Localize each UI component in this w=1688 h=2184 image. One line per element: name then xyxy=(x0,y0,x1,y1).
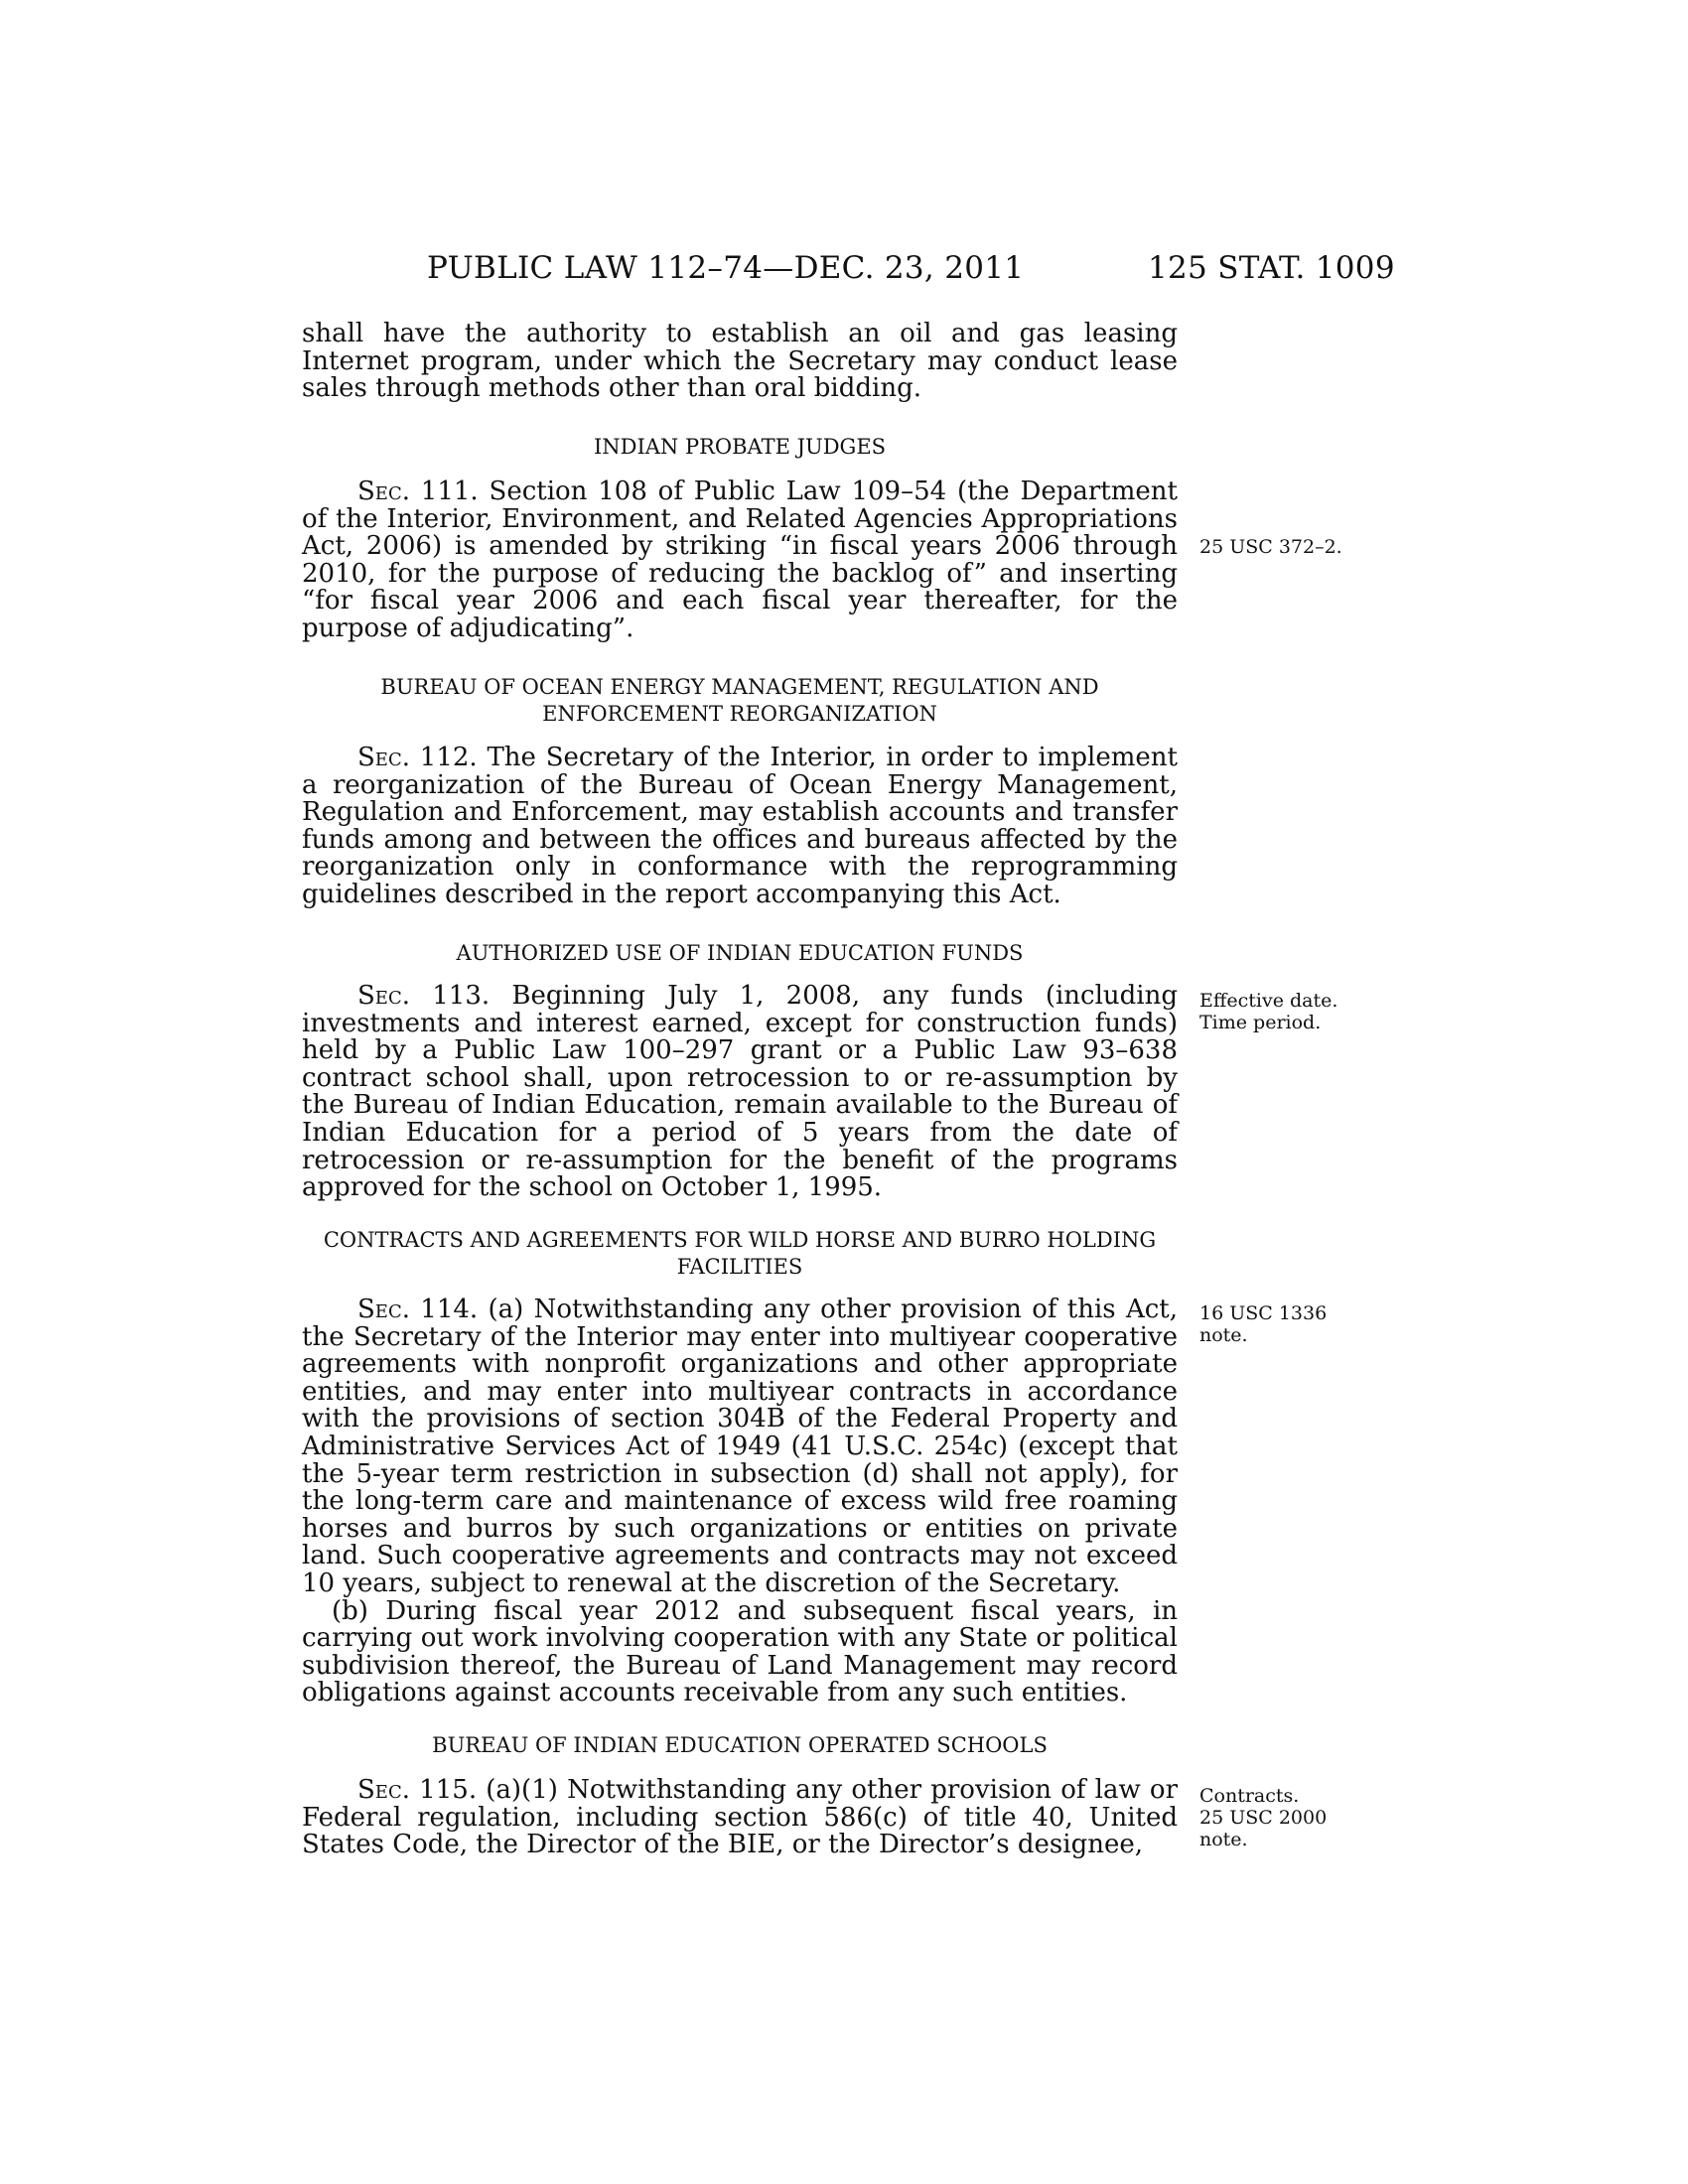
heading-boemre-reorganization: BUREAU OF OCEAN ENERGY MANAGEMENT, REGULATION AND ENFORCEMENT REORGANIZATION xyxy=(380,675,1099,726)
sec-label: Sec. xyxy=(357,1775,410,1805)
margin-note-line: Time period. xyxy=(1199,1012,1322,1033)
margin-note-line: 16 USC 1336 xyxy=(1199,1302,1328,1324)
margin-note-line: 25 USC 2000 xyxy=(1199,1807,1328,1829)
sec-label: Sec. xyxy=(357,743,410,772)
running-header-law: PUBLIC LAW 112–74—DEC. 23, 2011 xyxy=(427,250,1025,286)
section-114b-text: (b) During fiscal year 2012 and subsequent fiscal years, in carrying out work involving cooperation with any State or political subdivision thereof, the Bureau of Land Management may record obligations against accounts receivable from any such entities. xyxy=(302,1595,1178,1708)
heading-indian-probate-judges: INDIAN PROBATE JUDGES xyxy=(593,435,887,459)
section-111-text: 111. Section 108 of Public Law 109–54 (the Department of the Interior, Environment, and Related Agencies Appropriations Act, 2006) is amended by striking “in fiscal years 2006 through 2010, for the purpose of reducing the backlog of” and inserting “for fiscal year 2006 and each fiscal year thereafter, for the purpose of adjudicating”. xyxy=(302,477,1178,643)
section-113-text: 113. Beginning July 1, 2008, any funds (including investments and interest earned, except for construction funds) held by a Public Law 100–297 grant or a Public Law 93–638 contract school shall, upon retrocession to or re-assumption by the Bureau of Indian Education, remain available to the Bureau of Indian Education for a period of 5 years from the date of retrocession or re-assumption for the benefit of the programs approved for the school on October 1, 1995. xyxy=(302,981,1178,1203)
continuation-paragraph xyxy=(302,321,1178,403)
margin-note-effective-date xyxy=(1199,990,1358,1033)
heading-indian-education-funds: AUTHORIZED USE OF INDIAN EDUCATION FUNDS xyxy=(456,941,1024,965)
sec-label: Sec. xyxy=(357,1295,410,1324)
section-115-text: 115. (a)(1) Notwithstanding any other provision of law or Federal regulation, including section 586(c) of title 40, United States Code, the Director of the BIE, or the Director’s designee, xyxy=(302,1775,1178,1860)
margin-note-25-usc-372-2: 25 USC 372–2. xyxy=(1199,536,1342,558)
margin-note-line: Effective date. xyxy=(1199,990,1338,1012)
sec-label: Sec. xyxy=(357,981,410,1011)
margin-note-16-usc-1336 xyxy=(1199,1302,1358,1346)
sec-label: Sec. xyxy=(357,477,410,506)
continuation-text: shall have the authority to establish an oil and gas leasing Internet program, under which the Secretary may conduct lease sales through methods other than oral bidding. xyxy=(302,319,1178,404)
section-112-text: 112. The Secretary of the Interior, in order to implement a reorganization of the Bureau of Ocean Energy Management, Regulation and Enforcement, may establish accounts and transfer funds among and between the offices and bureaus affected by the reorganization only in conformance with the reprogramming guidelines described in the report accompanying this Act. xyxy=(302,743,1178,909)
heading-bie-operated-schools: BUREAU OF INDIAN EDUCATION OPERATED SCHOOLS xyxy=(432,1733,1048,1757)
section-111 xyxy=(302,478,1178,643)
section-114 xyxy=(302,1297,1178,1707)
section-113 xyxy=(302,983,1178,1202)
margin-note-line: Contracts. xyxy=(1199,1785,1300,1807)
heading-wild-horse-burro: CONTRACTS AND AGREEMENTS FOR WILD HORSE AND BURRO HOLDING FACILITIES xyxy=(323,1228,1157,1279)
margin-note-line: note. xyxy=(1199,1829,1248,1850)
section-114a-text: 114. (a) Notwithstanding any other provision of this Act, the Secretary of the Interior may enter into multiyear cooperative agreements with nonprofit organizations and other appropriate entities, and may enter into multiyear contracts in accordance with the provisions of section 304B of the Federal Property and Administrative Services Act of 1949 (41 U.S.C. 254c) (except that the 5-year term restriction in subsection (d) shall not apply), for the long-term care and maintenance of excess wild free roaming horses and burros by such organizations or entities on private land. Such cooperative agreements and contracts may not exceed 10 years, subject to renewal at the discretion of the Secretary. xyxy=(302,1295,1178,1598)
section-115 xyxy=(302,1777,1178,1859)
margin-note-line: note. xyxy=(1199,1324,1248,1346)
margin-note-contracts xyxy=(1199,1785,1358,1850)
section-112 xyxy=(302,745,1178,909)
running-header-stat: 125 STAT. 1009 xyxy=(1148,250,1395,286)
